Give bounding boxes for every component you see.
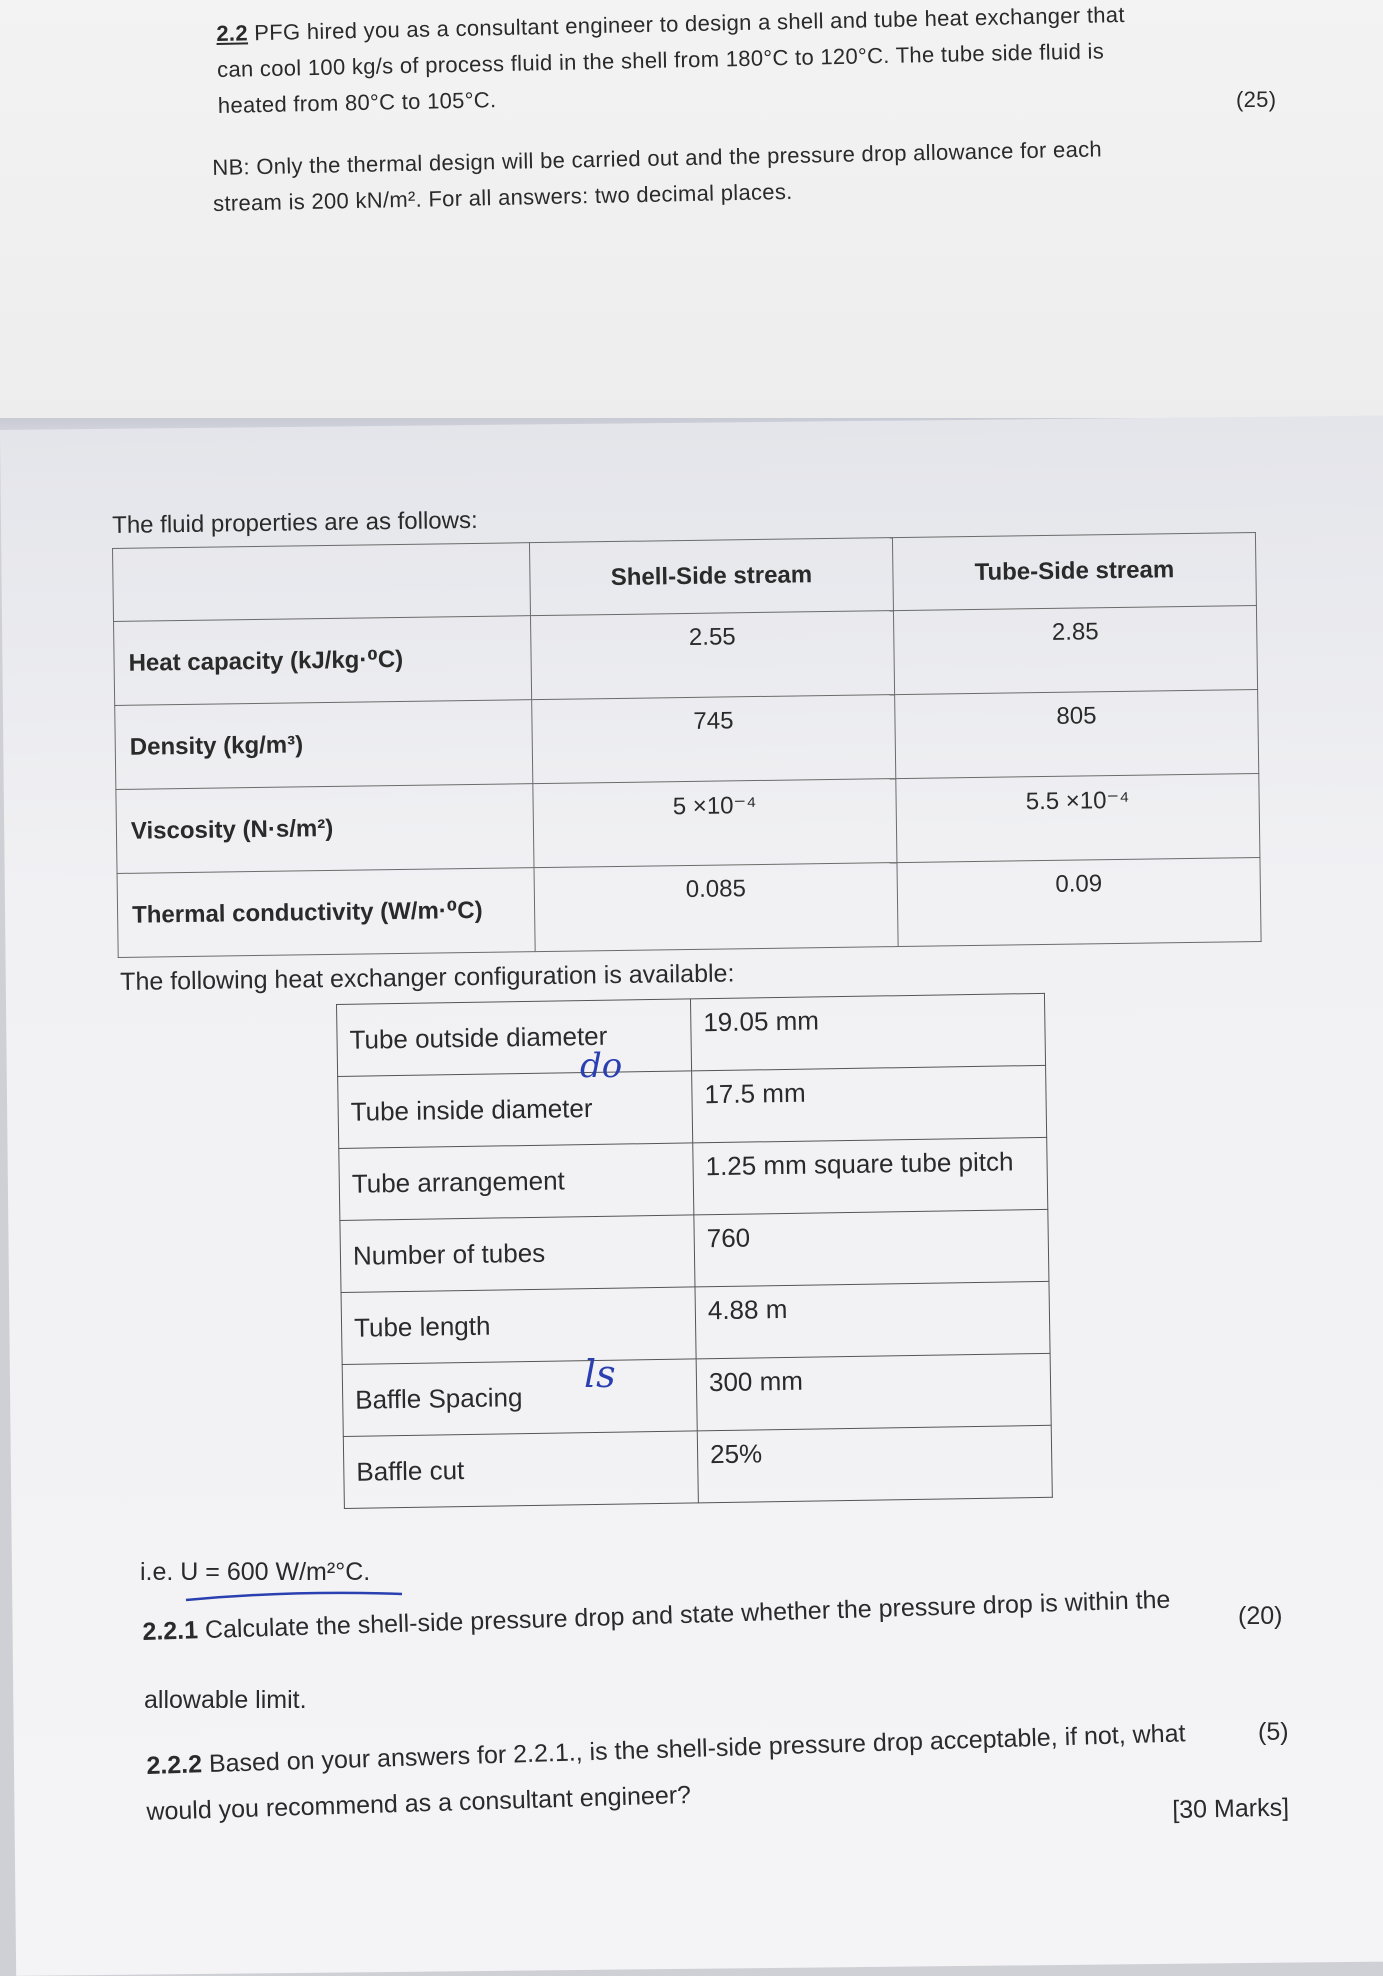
props-header-empty <box>113 543 531 622</box>
props-header-tube: Tube-Side stream <box>892 533 1256 611</box>
config-row <box>343 1425 1052 1508</box>
props-table-wrap <box>112 532 1262 958</box>
question-number: 2.2 <box>216 20 249 46</box>
question-marks: (25) <box>1236 87 1277 112</box>
props-shell-value: 5 ×10⁻⁴ <box>533 779 897 868</box>
config-value: 300 mm <box>696 1353 1051 1431</box>
props-row <box>115 690 1259 790</box>
config-key: Tube outside diameter <box>337 999 692 1077</box>
q222-body: Based on your answers for 2.2.1., is the shell-side pressure drop acceptable, if not, what <box>208 1719 1186 1779</box>
handwritten-ls-annotation: ls <box>584 1352 616 1396</box>
question-text-2: can cool 100 kg/s of process fluid in the shell from 180°C to 120°C. The tube side fluid is <box>216 38 1105 82</box>
config-value: 4.88 m <box>695 1281 1050 1359</box>
config-row <box>339 1137 1048 1220</box>
props-header-shell: Shell-Side stream <box>529 538 893 616</box>
props-table <box>112 532 1262 958</box>
props-tube-value: 2.85 <box>893 606 1257 695</box>
props-row <box>117 858 1261 958</box>
props-label: Thermal conductivity (W/m·⁰C) <box>117 868 535 958</box>
question-text-3: heated from 80°C to 105°C. <box>217 87 497 118</box>
config-value: 1.25 mm square tube pitch <box>693 1137 1048 1215</box>
config-value: 760 <box>694 1209 1049 1287</box>
config-key: Tube length <box>341 1287 696 1365</box>
nb-line-2: stream is 200 kN/m². For all answers: two decimal places. <box>212 178 793 216</box>
config-caption: The following heat exchanger configuration is available: <box>120 959 735 996</box>
config-table-wrap <box>336 993 1053 1509</box>
props-label: Heat capacity (kJ/kg·⁰C) <box>114 616 532 706</box>
u-value-line: i.e. U = 600 W/m²°C. <box>140 1558 371 1586</box>
q221-number: 2.2.1 <box>142 1616 199 1646</box>
props-tube-value: 805 <box>895 690 1259 779</box>
props-shell-value: 2.55 <box>530 611 894 700</box>
q221-marks: (20) <box>1238 1602 1283 1630</box>
props-label: Viscosity (N·s/m²) <box>116 784 534 874</box>
config-key: Tube inside diameter <box>338 1071 693 1149</box>
config-row <box>337 993 1046 1076</box>
config-key: Tube arrangement <box>339 1143 694 1221</box>
config-table <box>336 993 1053 1509</box>
config-value: 19.05 mm <box>690 993 1045 1071</box>
q222-marks: (5) <box>1258 1718 1289 1746</box>
handwritten-do-annotation: do <box>580 1046 623 1086</box>
config-value: 25% <box>697 1425 1052 1503</box>
config-key: Number of tubes <box>340 1215 695 1293</box>
config-row <box>340 1209 1049 1292</box>
props-tube-value: 0.09 <box>897 858 1261 947</box>
q222-body-2: would you recommend as a consultant engineer? <box>146 1780 692 1826</box>
question-text-1: PFG hired you as a consultant engineer to design a shell and tube heat exchanger that <box>254 1 1125 46</box>
q221-body-2: allowable limit. <box>144 1686 307 1714</box>
nb-line-1: NB: Only the thermal design will be carried out and the pressure drop allowance for each <box>212 136 1103 180</box>
props-caption: The fluid properties are as follows: <box>112 506 478 539</box>
q221-body: Calculate the shell-side pressure drop and state whether the pressure drop is within the <box>204 1585 1171 1645</box>
props-label: Density (kg/m³) <box>115 700 533 790</box>
handwritten-underline <box>184 1588 406 1608</box>
config-key: Baffle Spacing <box>342 1359 697 1437</box>
q222-number: 2.2.2 <box>146 1750 203 1780</box>
props-row <box>114 606 1258 706</box>
props-shell-value: 0.085 <box>534 863 898 952</box>
props-row <box>116 774 1260 874</box>
config-key: Baffle cut <box>343 1431 698 1509</box>
props-shell-value: 745 <box>532 695 896 784</box>
config-row <box>338 1065 1047 1148</box>
total-marks: [30 Marks] <box>1172 1793 1290 1824</box>
config-row <box>342 1353 1051 1436</box>
config-row <box>341 1281 1050 1364</box>
config-value: 17.5 mm <box>692 1065 1047 1143</box>
props-tube-value: 5.5 ×10⁻⁴ <box>896 774 1260 863</box>
